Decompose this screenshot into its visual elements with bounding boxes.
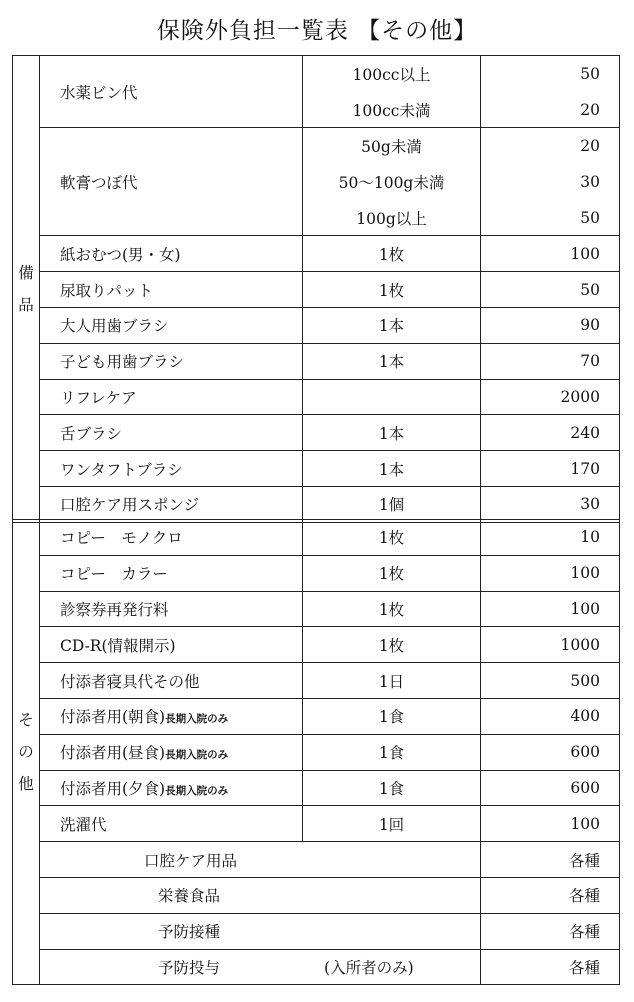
price: 90 — [481, 308, 620, 344]
item-note: (入所者のみ) — [324, 958, 414, 977]
price-cell — [481, 56, 620, 128]
item-name: コピー モノクロ — [40, 520, 303, 556]
price: 400 — [481, 698, 620, 734]
item-name: リフレケア — [40, 379, 303, 415]
page-title: 保険外負担一覧表 【その他】 — [156, 18, 478, 44]
various-name-cell — [40, 842, 481, 878]
item-name: CD-R(情報開示) — [40, 627, 303, 663]
item-note: 長期入院のみ — [165, 784, 229, 797]
price: 600 — [481, 734, 620, 770]
item-name: 口腔ケア用スポンジ — [40, 487, 303, 523]
unit: 1本 — [303, 415, 481, 451]
price: 各種 — [481, 913, 620, 949]
item-name: 尿取りパット — [40, 272, 303, 308]
item-name: コピー カラー — [40, 555, 303, 591]
item-name: 舌ブラシ — [40, 415, 303, 451]
item-name: 予防投与 — [158, 958, 221, 977]
price: 240 — [481, 415, 620, 451]
table-row — [13, 734, 620, 770]
price: 10 — [481, 520, 620, 556]
price: 20 — [580, 100, 600, 119]
group-char: 備 — [18, 263, 34, 282]
item-name — [40, 734, 303, 770]
group-label-equipment — [13, 56, 40, 523]
various-name-cell — [40, 949, 481, 985]
table-row — [13, 415, 620, 451]
unit: 100cc未満 — [352, 101, 431, 120]
unit: 1枚 — [303, 627, 481, 663]
item-name: 予防接種 — [158, 923, 221, 942]
price: 100 — [481, 236, 620, 272]
price: 30 — [481, 487, 620, 523]
item-note: 長期入院のみ — [165, 713, 229, 726]
table-row — [13, 877, 620, 913]
unit-cell — [303, 56, 481, 128]
unit: 1枚 — [303, 591, 481, 627]
table-row — [13, 591, 620, 627]
table-row — [13, 56, 620, 128]
table-row — [13, 128, 620, 236]
table-row — [13, 913, 620, 949]
group-char: 品 — [18, 295, 34, 314]
unit: 1食 — [303, 698, 481, 734]
table-row — [13, 627, 620, 663]
unit: 50g未満 — [361, 138, 422, 157]
unit: 1本 — [303, 343, 481, 379]
unit: 1枚 — [303, 520, 481, 556]
unit: 100g以上 — [356, 209, 427, 228]
item-name-text: 付添者用(昼食) — [60, 744, 166, 763]
unit: 1食 — [303, 734, 481, 770]
price: 170 — [481, 451, 620, 487]
unit: 50〜100g未満 — [338, 173, 445, 192]
table-row — [13, 555, 620, 591]
item-name: 紙おむつ(男・女) — [40, 236, 303, 272]
fee-table — [12, 55, 620, 523]
table-row — [13, 842, 620, 878]
group-char: 他 — [18, 775, 34, 794]
item-name: 水薬ビン代 — [40, 56, 303, 128]
price: 2000 — [481, 379, 620, 415]
unit-cell — [303, 128, 481, 236]
unit: 100cc以上 — [352, 65, 431, 84]
table-row — [13, 379, 620, 415]
table-row — [13, 663, 620, 699]
item-name-text: 付添者用(朝食) — [60, 708, 166, 727]
item-name: 軟膏つぼ代 — [40, 128, 303, 236]
table-row — [13, 236, 620, 272]
price: 各種 — [481, 842, 620, 878]
item-name: 診察券再発行料 — [40, 591, 303, 627]
item-name — [40, 770, 303, 806]
unit: 1枚 — [303, 236, 481, 272]
price: 各種 — [481, 877, 620, 913]
item-name — [40, 698, 303, 734]
price: 100 — [481, 591, 620, 627]
table-row — [13, 770, 620, 806]
price-cell — [481, 128, 620, 236]
item-name: 付添者寝具代その他 — [40, 663, 303, 699]
unit: 1個 — [303, 487, 481, 523]
item-name: 洗濯代 — [40, 806, 303, 842]
unit: 1回 — [303, 806, 481, 842]
unit: 1枚 — [303, 272, 481, 308]
price: 1000 — [481, 627, 620, 663]
price: 20 — [580, 137, 600, 156]
table-row — [13, 272, 620, 308]
various-name-cell — [40, 913, 481, 949]
group-char: そ — [18, 711, 34, 730]
table-row — [13, 308, 620, 344]
various-name-cell — [40, 877, 481, 913]
item-name-text: 付添者用(夕食) — [60, 779, 166, 798]
table-row — [13, 520, 620, 556]
fee-table-other — [12, 519, 620, 985]
unit: 1本 — [303, 451, 481, 487]
table-row — [13, 806, 620, 842]
price: 50 — [580, 64, 600, 83]
price: 500 — [481, 663, 620, 699]
table-row — [13, 343, 620, 379]
price: 50 — [580, 208, 600, 227]
unit — [303, 379, 481, 415]
item-note: 長期入院のみ — [165, 749, 229, 762]
unit: 1食 — [303, 770, 481, 806]
price: 50 — [481, 272, 620, 308]
unit: 1本 — [303, 308, 481, 344]
group-label-other — [13, 520, 40, 985]
price: 各種 — [481, 949, 620, 985]
price: 100 — [481, 806, 620, 842]
price: 600 — [481, 770, 620, 806]
price: 70 — [481, 343, 620, 379]
price: 100 — [481, 555, 620, 591]
price: 30 — [580, 172, 600, 191]
item-name: ワンタフトブラシ — [40, 451, 303, 487]
item-name: 口腔ケア用品 — [144, 851, 238, 870]
item-name: 子ども用歯ブラシ — [40, 343, 303, 379]
item-name: 大人用歯ブラシ — [40, 308, 303, 344]
item-name: 栄養食品 — [158, 887, 221, 906]
table-row — [13, 698, 620, 734]
unit: 1日 — [303, 663, 481, 699]
table-row — [13, 949, 620, 985]
group-char: の — [18, 743, 34, 762]
table-row — [13, 487, 620, 523]
unit: 1枚 — [303, 555, 481, 591]
table-row — [13, 451, 620, 487]
